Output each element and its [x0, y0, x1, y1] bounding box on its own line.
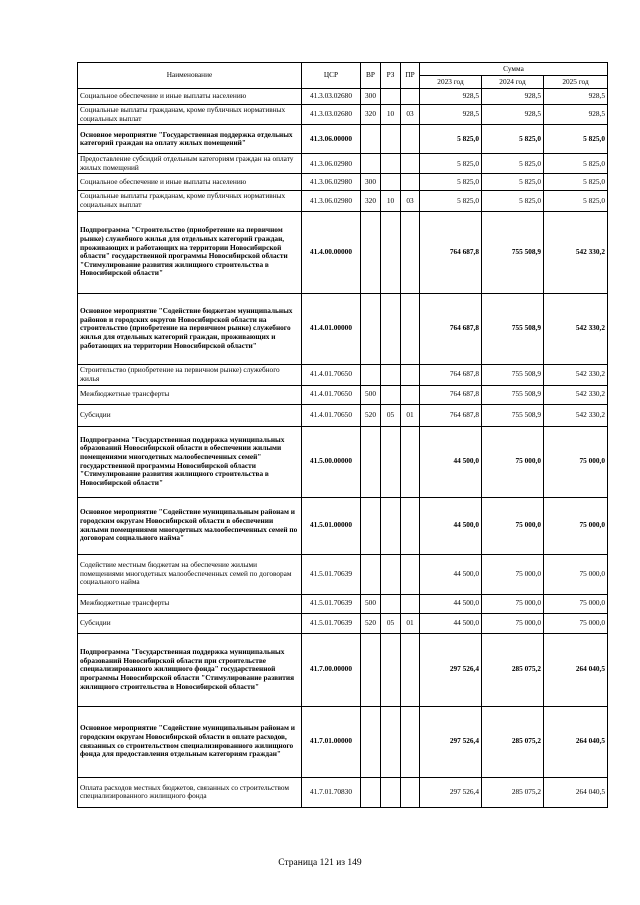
row-sum-2025: 542 330,2	[544, 211, 608, 293]
table-row	[78, 89, 608, 105]
row-csr: 41.3.06.02980	[302, 154, 361, 174]
row-pr: 01	[401, 613, 420, 633]
row-vr	[361, 497, 381, 554]
row-pr	[401, 777, 420, 807]
row-rz: 05	[381, 613, 401, 633]
row-csr: 41.3.06.02980	[302, 174, 361, 191]
row-csr: 41.3.03.02680	[302, 89, 361, 105]
row-sum-2025: 75 000,0	[544, 613, 608, 633]
table-row	[78, 497, 608, 554]
row-pr	[401, 594, 420, 613]
row-pr	[401, 426, 420, 497]
table-row	[78, 777, 608, 807]
row-rz	[381, 125, 401, 154]
row-pr	[401, 89, 420, 105]
header-pr: ПР	[401, 63, 420, 89]
row-csr: 41.7.01.70830	[302, 777, 361, 807]
header-name: Наименование	[78, 63, 302, 89]
row-rz	[381, 633, 401, 706]
row-csr: 41.7.00.00000	[302, 633, 361, 706]
row-pr: 03	[401, 191, 420, 211]
row-sum-2025: 542 330,2	[544, 364, 608, 385]
row-name: Социальное обеспечение и иные выплаты населению	[78, 89, 302, 105]
row-rz	[381, 706, 401, 777]
row-sum-2023: 764 687,8	[420, 364, 482, 385]
row-sum-2024: 75 000,0	[482, 497, 544, 554]
row-sum-2024: 75 000,0	[482, 594, 544, 613]
header-csr: ЦСР	[302, 63, 361, 89]
row-pr: 01	[401, 404, 420, 426]
row-name: Социальные выплаты гражданам, кроме публичных нормативных социальных выплат	[78, 105, 302, 125]
row-sum-2025: 5 825,0	[544, 191, 608, 211]
row-sum-2025: 264 040,5	[544, 633, 608, 706]
row-sum-2025: 928,5	[544, 105, 608, 125]
row-sum-2023: 928,5	[420, 105, 482, 125]
table-row	[78, 706, 608, 777]
row-csr: 41.3.06.02980	[302, 191, 361, 211]
table-row	[78, 154, 608, 174]
row-name: Субсидии	[78, 404, 302, 426]
row-vr	[361, 633, 381, 706]
row-sum-2025: 75 000,0	[544, 426, 608, 497]
header-rz: РЗ	[381, 63, 401, 89]
row-sum-2023: 5 825,0	[420, 125, 482, 154]
table-row	[78, 211, 608, 293]
row-name: Оплата расходов местных бюджетов, связанных со строительством специализированного жилищного фонда	[78, 777, 302, 807]
row-pr	[401, 706, 420, 777]
row-vr: 320	[361, 191, 381, 211]
row-sum-2023: 297 526,4	[420, 777, 482, 807]
row-vr	[361, 125, 381, 154]
table-row	[78, 105, 608, 125]
row-rz	[381, 426, 401, 497]
table-row	[78, 293, 608, 364]
row-vr	[361, 554, 381, 594]
row-sum-2025: 5 825,0	[544, 125, 608, 154]
row-name: Основное мероприятие "Государственная поддержка отдельных категорий граждан на оплату жилых помещений"	[78, 125, 302, 154]
row-rz	[381, 777, 401, 807]
row-sum-2024: 285 075,2	[482, 777, 544, 807]
row-sum-2024: 5 825,0	[482, 191, 544, 211]
budget-table	[77, 62, 608, 808]
row-sum-2025: 5 825,0	[544, 174, 608, 191]
row-sum-2023: 764 687,8	[420, 404, 482, 426]
row-csr: 41.4.01.70650	[302, 385, 361, 404]
row-sum-2024: 75 000,0	[482, 613, 544, 633]
row-sum-2023: 44 500,0	[420, 426, 482, 497]
row-vr: 520	[361, 613, 381, 633]
row-sum-2025: 542 330,2	[544, 404, 608, 426]
row-sum-2024: 285 075,2	[482, 706, 544, 777]
row-rz	[381, 89, 401, 105]
row-sum-2024: 755 508,9	[482, 404, 544, 426]
table-body	[78, 89, 608, 808]
row-name: Межбюджетные трансферты	[78, 385, 302, 404]
row-csr: 41.4.00.00000	[302, 211, 361, 293]
row-sum-2025: 264 040,5	[544, 777, 608, 807]
row-pr	[401, 154, 420, 174]
row-sum-2023: 44 500,0	[420, 613, 482, 633]
row-rz: 05	[381, 404, 401, 426]
page-number: Страница 121 из 149	[278, 858, 362, 868]
table-row	[78, 633, 608, 706]
row-sum-2023: 297 526,4	[420, 633, 482, 706]
row-pr	[401, 174, 420, 191]
row-sum-2024: 75 000,0	[482, 554, 544, 594]
row-sum-2025: 5 825,0	[544, 154, 608, 174]
row-csr: 41.4.01.70650	[302, 404, 361, 426]
row-sum-2023: 928,5	[420, 89, 482, 105]
row-name: Субсидии	[78, 613, 302, 633]
row-pr	[401, 385, 420, 404]
row-rz	[381, 293, 401, 364]
row-rz: 10	[381, 105, 401, 125]
row-sum-2024: 755 508,9	[482, 211, 544, 293]
row-sum-2025: 75 000,0	[544, 554, 608, 594]
row-sum-2024: 5 825,0	[482, 125, 544, 154]
row-sum-2025: 542 330,2	[544, 293, 608, 364]
row-csr: 41.3.03.02680	[302, 105, 361, 125]
row-vr	[361, 293, 381, 364]
row-csr: 41.4.01.70650	[302, 364, 361, 385]
row-sum-2023: 5 825,0	[420, 174, 482, 191]
row-name: Содействие местным бюджетам на обеспечение жилыми помещениями многодетных малообеспеченных семей по договорам социального найма	[78, 554, 302, 594]
row-pr	[401, 497, 420, 554]
row-pr	[401, 125, 420, 154]
row-vr: 500	[361, 385, 381, 404]
row-name: Основное мероприятие "Содействие муниципальным районам и городским округам Новосибирской области в обеспечении жилыми помещениями многодетных малообеспеченных семей по договорам социального найма"	[78, 497, 302, 554]
row-csr: 41.3.06.00000	[302, 125, 361, 154]
header-vr: ВР	[361, 63, 381, 89]
row-sum-2023: 764 687,8	[420, 385, 482, 404]
row-csr: 41.7.01.00000	[302, 706, 361, 777]
row-vr: 300	[361, 89, 381, 105]
row-vr: 300	[361, 174, 381, 191]
header-sum: Сумма	[420, 63, 608, 76]
row-sum-2023: 5 825,0	[420, 191, 482, 211]
row-vr	[361, 211, 381, 293]
row-sum-2024: 755 508,9	[482, 385, 544, 404]
row-vr	[361, 154, 381, 174]
row-sum-2023: 764 687,8	[420, 211, 482, 293]
row-name: Подпрограмма "Государственная поддержка муниципальных образований Новосибирской области в обеспечении жилыми помещениями многодетных малообеспеченных семей" государственной программы Новосибирской области "Стимулирование развития жилищного строительства в Новосибирской области"	[78, 426, 302, 497]
row-sum-2024: 5 825,0	[482, 174, 544, 191]
row-name: Социальные выплаты гражданам, кроме публичных нормативных социальных выплат	[78, 191, 302, 211]
row-pr: 03	[401, 105, 420, 125]
row-sum-2023: 44 500,0	[420, 554, 482, 594]
table-row	[78, 174, 608, 191]
row-sum-2023: 764 687,8	[420, 293, 482, 364]
row-csr: 41.5.01.00000	[302, 497, 361, 554]
table-row	[78, 613, 608, 633]
header-year-2025: 2025 год	[544, 76, 608, 89]
row-sum-2025: 264 040,5	[544, 706, 608, 777]
table-row	[78, 404, 608, 426]
row-sum-2024: 285 075,2	[482, 633, 544, 706]
row-name: Основное мероприятие "Содействие бюджетам муниципальных районов и городских округов Новосибирской области на строительство (приобретение на первичном рынке) служебного жилья для отдельных категорий граждан, проживающих и работающих на территории Новосибирской области"	[78, 293, 302, 364]
row-sum-2025: 928,5	[544, 89, 608, 105]
row-rz	[381, 497, 401, 554]
row-vr: 500	[361, 594, 381, 613]
row-rz	[381, 364, 401, 385]
row-rz	[381, 154, 401, 174]
row-rz	[381, 554, 401, 594]
table-row	[78, 594, 608, 613]
row-sum-2024: 928,5	[482, 89, 544, 105]
row-pr	[401, 364, 420, 385]
row-sum-2025: 75 000,0	[544, 594, 608, 613]
row-sum-2024: 755 508,9	[482, 293, 544, 364]
row-sum-2024: 755 508,9	[482, 364, 544, 385]
table-row	[78, 191, 608, 211]
row-pr	[401, 293, 420, 364]
row-sum-2024: 5 825,0	[482, 154, 544, 174]
row-csr: 41.5.01.70639	[302, 554, 361, 594]
row-vr: 320	[361, 105, 381, 125]
row-name: Основное мероприятие "Содействие муниципальным районам и городским округам Новосибирской области в оплате расходов, связанных со строительством специализированного жилищного фонда для предоставления отдельным категориям граждан"	[78, 706, 302, 777]
row-vr	[361, 706, 381, 777]
row-rz: 10	[381, 191, 401, 211]
row-pr	[401, 211, 420, 293]
header-year-2023: 2023 год	[420, 76, 482, 89]
row-name: Строительство (приобретение на первичном рынке) служебного жилья	[78, 364, 302, 385]
table-row	[78, 385, 608, 404]
row-csr: 41.4.01.00000	[302, 293, 361, 364]
row-name: Подпрограмма "Государственная поддержка муниципальных образований Новосибирской области при строительстве специализированного жилищного фонда" государственной программы Новосибирской области "Стимулирование развития жилищного строительства в Новосибирской области"	[78, 633, 302, 706]
row-pr	[401, 633, 420, 706]
row-name: Межбюджетные трансферты	[78, 594, 302, 613]
row-rz	[381, 385, 401, 404]
row-vr	[361, 777, 381, 807]
row-pr	[401, 554, 420, 594]
row-name: Социальное обеспечение и иные выплаты населению	[78, 174, 302, 191]
row-csr: 41.5.01.70639	[302, 613, 361, 633]
row-sum-2023: 5 825,0	[420, 154, 482, 174]
row-vr	[361, 426, 381, 497]
row-rz	[381, 211, 401, 293]
row-vr: 520	[361, 404, 381, 426]
row-csr: 41.5.01.70639	[302, 594, 361, 613]
table-row	[78, 125, 608, 154]
row-sum-2024: 75 000,0	[482, 426, 544, 497]
row-csr: 41.5.00.00000	[302, 426, 361, 497]
row-sum-2023: 44 500,0	[420, 594, 482, 613]
table-row	[78, 426, 608, 497]
table-row	[78, 554, 608, 594]
row-sum-2025: 75 000,0	[544, 497, 608, 554]
header-year-2024: 2024 год	[482, 76, 544, 89]
row-name: Подпрограмма "Строительство (приобретение на первичном рынке) служебного жилья для отдельных категорий граждан, проживающих и работающих на территории Новосибирской области" государственной программы Новосибирской области "Стимулирование развития жилищного строительства в Новосибирской области"	[78, 211, 302, 293]
row-sum-2025: 542 330,2	[544, 385, 608, 404]
row-rz	[381, 174, 401, 191]
row-vr	[361, 364, 381, 385]
row-rz	[381, 594, 401, 613]
row-sum-2023: 297 526,4	[420, 706, 482, 777]
row-name: Предоставление субсидий отдельным категориям граждан на оплату жилых помещений	[78, 154, 302, 174]
row-sum-2023: 44 500,0	[420, 497, 482, 554]
table-row	[78, 364, 608, 385]
row-sum-2024: 928,5	[482, 105, 544, 125]
